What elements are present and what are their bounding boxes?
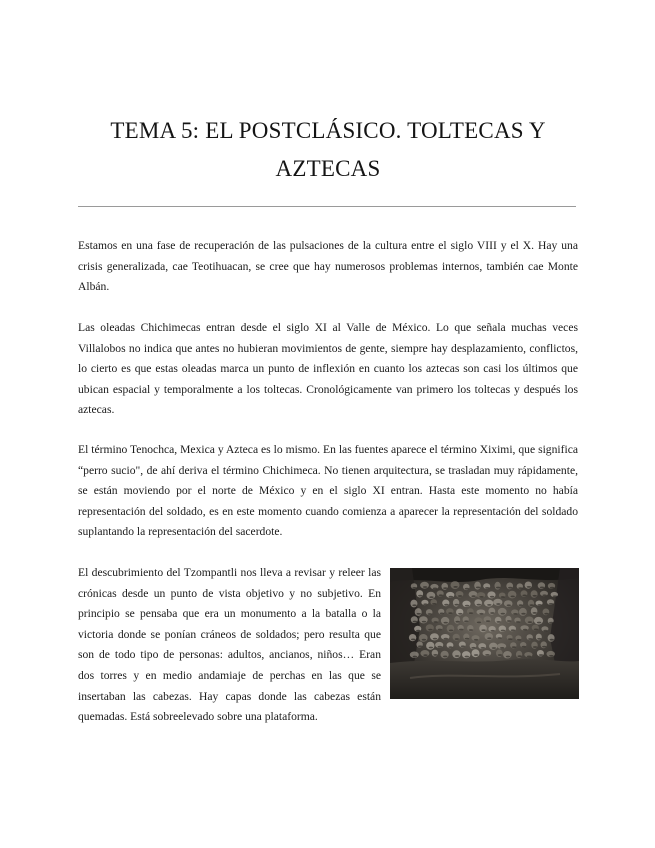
paragraph-terminology: El término Tenochca, Mexica y Azteca es lo mismo. En las fuentes aparece el término Xiximi, que significa “perro sucio", de ahí deriva el término Chichimeca. No tienen arquitectura, se trasladan muy rápidamente, se están moviendo por el norte de México y en el siglo XI entran. Hasta este momento no había representación del soldado, es en este momento cuando comienza a aparecer la representación del soldado suplantando la representación del sacerdote.: [78, 443, 578, 539]
skull-shadow-mark: [477, 622, 481, 624]
skull-shadow-mark: [511, 596, 515, 598]
skull-shadow-mark: [444, 622, 448, 624]
skull-shadow-mark: [438, 646, 442, 648]
skull-shadow-mark: [507, 620, 511, 622]
skull-shadow-mark: [479, 596, 483, 598]
skull-shadow-mark: [518, 587, 522, 589]
skull-texture-mark: [419, 634, 428, 642]
skull-shadow-mark: [412, 604, 416, 606]
skull-texture-mark: [410, 600, 417, 608]
skull-shadow-mark: [533, 646, 537, 648]
skull-shadow-mark: [527, 656, 531, 658]
skull-shadow-mark: [417, 613, 421, 615]
skull-shadow-mark: [422, 639, 426, 641]
skull-shadow-mark: [449, 630, 453, 632]
skull-shadow-mark: [487, 637, 491, 639]
skull-shadow-mark: [492, 647, 496, 649]
skull-shadow-mark: [476, 587, 480, 589]
skull-shadow-mark: [540, 587, 544, 589]
skull-shadow-mark: [413, 621, 417, 623]
skull-shadow-mark: [485, 587, 489, 589]
skull-shadow-mark: [549, 603, 553, 605]
skull-texture-mark: [451, 581, 460, 589]
skull-shadow-mark: [444, 638, 448, 640]
skull-shadow-mark: [521, 613, 525, 615]
skull-shadow-mark: [486, 620, 490, 622]
skull-shadow-mark: [534, 629, 538, 631]
skull-shadow-mark: [471, 647, 475, 649]
skull-shadow-mark: [481, 647, 485, 649]
skull-shadow-mark: [496, 603, 500, 605]
skull-shadow-mark: [412, 587, 416, 589]
skull-shadow-mark: [443, 587, 447, 589]
skull-shadow-mark: [490, 612, 494, 614]
skull-shadow-mark: [497, 621, 501, 623]
skull-shadow-mark: [433, 638, 437, 640]
skull-shadow-mark: [413, 656, 417, 658]
skull-shadow-mark: [443, 656, 447, 658]
skull-shadow-mark: [533, 595, 537, 597]
skull-shadow-mark: [455, 655, 459, 657]
tzompantli-photo: [390, 568, 579, 699]
skull-shadow-mark: [487, 604, 491, 606]
skull-shadow-mark: [411, 639, 415, 641]
skull-shadow-mark: [456, 621, 460, 623]
skull-shadow-mark: [474, 639, 478, 641]
skull-shadow-mark: [553, 595, 557, 597]
skull-shadow-mark: [501, 596, 505, 598]
skull-shadow-mark: [517, 639, 521, 641]
skull-shadow-mark: [423, 654, 427, 656]
skull-shadow-mark: [423, 603, 427, 605]
skull-shadow-mark: [549, 622, 553, 624]
skull-shadow-mark: [523, 629, 527, 631]
paragraph-chichimecas: Las oleadas Chichimecas entran desde el siglo XI al Valle de México. Lo que señala muchas veces Villalobos no indica que antes no hubieran movimientos de gente, siempre hay desplazamiento, conflictos, lo cierto es que estas oleadas marca un punto de inflexión en cuanto los aztecas son casi los últimos que ubican espacial y temporalmente a los toltecas. Cronológicamente van primero los toltecas y después los aztecas.: [78, 321, 578, 417]
skull-shadow-mark: [522, 595, 526, 597]
skull-shadow-mark: [527, 586, 531, 588]
title-divider: [78, 206, 576, 207]
skull-shadow-mark: [550, 587, 554, 589]
skull-shadow-mark: [498, 654, 502, 656]
skull-texture-mark: [472, 649, 480, 657]
skull-shadow-mark: [429, 647, 433, 649]
skull-texture-mark: [531, 607, 538, 615]
skull-shadow-mark: [465, 656, 469, 658]
skull-shadow-mark: [539, 654, 543, 656]
skull-shadow-mark: [544, 613, 548, 615]
skull-shadow-mark: [440, 613, 444, 615]
page-title: TEMA 5: EL POSTCLÁSICO. TOLTECAS Y AZTECAS: [110, 118, 546, 181]
skull-shadow-mark: [418, 645, 422, 647]
skull-shadow-mark: [434, 621, 438, 623]
skull-texture-mark: [426, 642, 434, 650]
skull-shadow-mark: [458, 613, 462, 615]
skull-shadow-mark: [449, 596, 453, 598]
skull-shadow-mark: [428, 629, 432, 631]
skull-shadow-mark: [465, 605, 469, 607]
skull-shadow-mark: [501, 630, 505, 632]
skull-shadow-mark: [507, 604, 511, 606]
skull-shadow-mark: [511, 629, 515, 631]
skull-shadow-mark: [448, 612, 452, 614]
skull-shadow-mark: [479, 613, 483, 615]
skull-texture-mark: [495, 582, 501, 590]
skull-shadow-mark: [429, 596, 433, 598]
skull-shadow-mark: [448, 646, 452, 648]
skull-shadow-mark: [550, 639, 554, 641]
skull-texture-mark: [519, 608, 527, 616]
skull-shadow-mark: [433, 654, 437, 656]
skull-shadow-mark: [500, 647, 504, 649]
skull-shadow-mark: [491, 630, 495, 632]
skull-shadow-mark: [516, 621, 520, 623]
skull-texture-mark: [453, 599, 459, 607]
skull-shadow-mark: [506, 656, 510, 658]
skull-texture-mark: [441, 617, 449, 625]
skull-shadow-mark: [471, 595, 475, 597]
skull-shadow-mark: [542, 646, 546, 648]
skull-shadow-mark: [455, 604, 459, 606]
skull-shadow-mark: [549, 655, 553, 657]
skull-shadow-mark: [422, 621, 426, 623]
paragraph-intro: Estamos en una fase de recuperación de las pulsaciones de la cultura entre el siglo VIII y el X. Hay una crisis generalizada, cae Teotihuacan, se cree que hay numerosos problemas internos, también cae Monte Albán.: [78, 239, 578, 294]
skull-shadow-mark: [543, 630, 547, 632]
skull-shadow-mark: [474, 654, 478, 656]
skull-shadow-mark: [439, 594, 443, 596]
skull-texture-mark: [452, 650, 460, 658]
skull-shadow-mark: [481, 629, 485, 631]
skull-texture-mark: [447, 625, 455, 633]
skull-shadow-mark: [423, 586, 427, 588]
skull-texture-mark: [498, 608, 507, 616]
skull-shadow-mark: [508, 587, 512, 589]
skull-shadow-mark: [522, 646, 526, 648]
skull-shadow-mark: [465, 638, 469, 640]
skull-shadow-mark: [537, 622, 541, 624]
skull-shadow-mark: [433, 588, 437, 590]
skull-shadow-mark: [416, 630, 420, 632]
skull-shadow-mark: [464, 620, 468, 622]
skull-shadow-mark: [485, 654, 489, 656]
skull-shadow-mark: [512, 646, 516, 648]
skull-shadow-mark: [542, 594, 546, 596]
skull-shadow-mark: [469, 629, 473, 631]
skull-shadow-mark: [533, 612, 537, 614]
skull-shadow-mark: [469, 612, 473, 614]
skull-shadow-mark: [444, 604, 448, 606]
paragraph-tzompantli: El descubrimiento del Tzompantli nos lleva a revisar y releer las crónicas desde un punto de vista objetivo y no subjetivo. En principio se pensaba que era un monumento a la batalla o la victoria donde se ponían cráneos de soldados; pero resulta que son de todo tipo de personas: adultos, ancianos, niños… Eran dos torres y en medio andamiaje de perchas en las que se insertaban las cabezas. Hay capas donde las cabezas están quemadas. Está sobreelevado sobre una plataforma.: [78, 566, 381, 724]
skull-shadow-mark: [528, 621, 532, 623]
skull-shadow-mark: [508, 638, 512, 640]
skull-shadow-mark: [459, 629, 463, 631]
skull-shadow-mark: [458, 595, 462, 597]
skull-shadow-mark: [453, 586, 457, 588]
skull-shadow-mark: [513, 613, 517, 615]
skull-texture-mark: [474, 582, 481, 590]
skull-shadow-mark: [501, 613, 505, 615]
skull-shadow-mark: [438, 629, 442, 631]
skull-shadow-mark: [497, 637, 501, 639]
skull-texture-mark: [415, 608, 422, 616]
skull-shadow-mark: [418, 595, 422, 597]
skull-shadow-mark: [529, 604, 533, 606]
skull-shadow-mark: [496, 587, 500, 589]
skull-shadow-mark: [477, 604, 481, 606]
skull-shadow-mark: [428, 613, 432, 615]
skull-shadow-mark: [538, 604, 542, 606]
skull-shadow-mark: [490, 596, 494, 598]
skull-shadow-mark: [518, 655, 522, 657]
skull-shadow-mark: [432, 603, 436, 605]
skull-shadow-mark: [465, 588, 469, 590]
skull-shadow-mark: [461, 645, 465, 647]
skull-shadow-mark: [455, 638, 459, 640]
skull-shadow-mark: [537, 638, 541, 640]
skull-shadow-mark: [519, 604, 523, 606]
skull-shadow-mark: [528, 638, 532, 640]
